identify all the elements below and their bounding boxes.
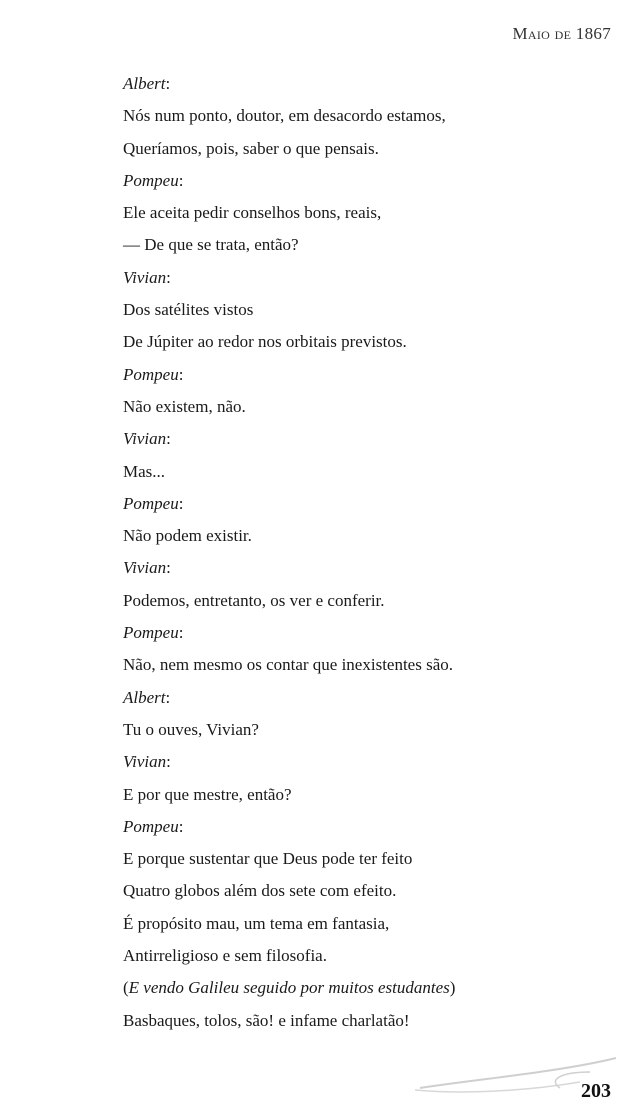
speaker-label: Vivian: (123, 267, 171, 287)
verse-line: Quatro globos além dos sete com efeito. (123, 881, 397, 901)
verse-line: Não podem existir. (123, 526, 252, 546)
verse-line: E porque sustentar que Deus pode ter feito (123, 849, 413, 869)
speaker-name: Vivian (123, 429, 167, 449)
speaker-label: Albert: (123, 74, 171, 93)
speaker-name: Albert (123, 74, 166, 93)
verse-line: Podemos, entretanto, os ver e conferir. (123, 590, 385, 610)
running-header: Maio de 1867 (512, 24, 611, 43)
page-number: 203 (581, 1080, 611, 1102)
verse-line: Tu o ouves, Vivian? (123, 719, 259, 739)
verse-line: Mas... (123, 461, 166, 481)
verse-line: Antirreligioso e sem filosofia. (123, 946, 327, 966)
speaker-label: Vivian: (123, 752, 171, 772)
speaker-name: Pompeu (123, 816, 179, 836)
stage-direction: (E vendo Galileu seguido por muitos estudantes) (123, 978, 456, 998)
verse-line: Não, nem mesmo os contar que inexistentes são. (123, 655, 454, 675)
speaker-label: Vivian: (123, 558, 171, 578)
verse-line: Nós num ponto, doutor, em desacordo estamos, (123, 106, 446, 126)
page-ornament-swash (0, 1050, 619, 1115)
speaker-label: Pompeu: (123, 816, 184, 836)
speaker-name: Pompeu (123, 623, 179, 643)
speaker-name: Albert (123, 687, 166, 707)
verse-line: E por que mestre, então? (123, 784, 292, 804)
stage-direction-text: E vendo Galileu seguido por muitos estudantes (128, 978, 450, 998)
speaker-name: Vivian (123, 558, 167, 578)
speaker-name: Pompeu (123, 170, 179, 190)
verse-line: Ele aceita pedir conselhos bons, reais, (123, 203, 382, 223)
speaker-label: Pompeu: (123, 170, 184, 190)
speaker-name: Vivian (123, 267, 167, 287)
speaker-label: Pompeu: (123, 493, 184, 513)
verse-line: Basbaques, tolos, são! e infame charlatão! (123, 1010, 410, 1030)
verse-line: É propósito mau, um tema em fantasia, (123, 913, 390, 933)
verse-line: Dos satélites vistos (123, 300, 254, 320)
verse-line: Não existem, não. (123, 396, 246, 416)
speaker-name: Pompeu (123, 493, 179, 513)
speaker-label: Vivian: (123, 429, 171, 449)
verse-line: De Júpiter ao redor nos orbitais previstos. (123, 332, 407, 352)
speaker-label: Pompeu: (123, 623, 184, 643)
verse-line: Queríamos, pois, saber o que pensais. (123, 138, 379, 158)
speaker-label: Albert: (123, 687, 171, 707)
verse-line: — De que se trata, então? (123, 235, 299, 255)
speaker-label: Pompeu: (123, 364, 184, 384)
speaker-name: Pompeu (123, 364, 179, 384)
speaker-name: Vivian (123, 752, 167, 772)
play-text (123, 68, 599, 1037)
